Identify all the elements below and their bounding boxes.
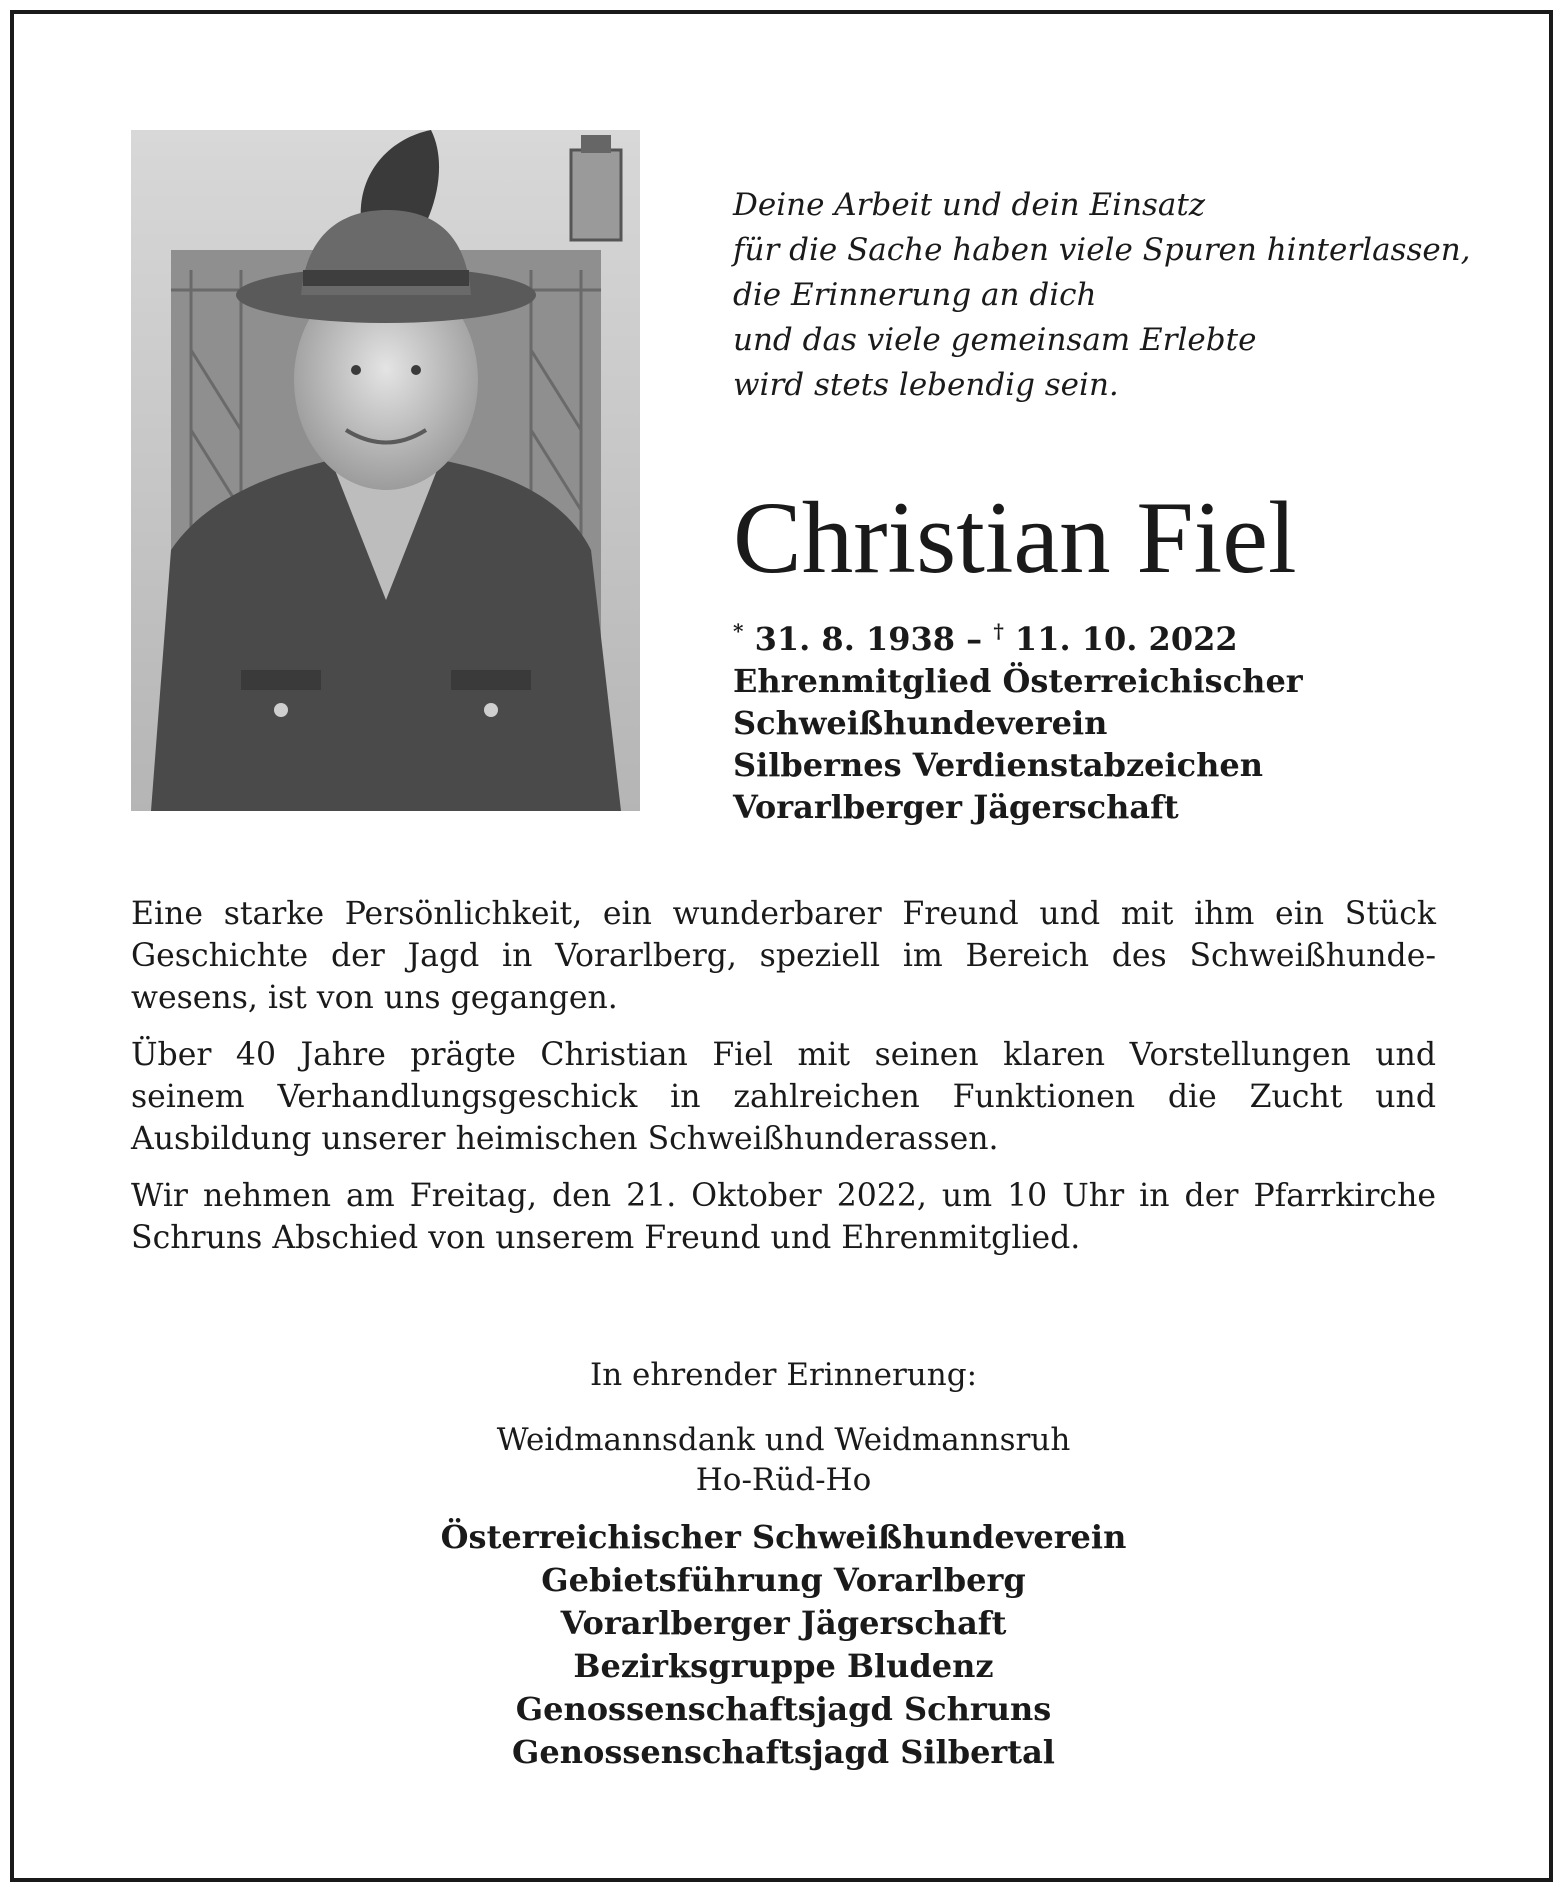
birth-date: 31. 8. 1938 — [754, 620, 956, 658]
verse-line: Deine Arbeit und dein Einsatz — [733, 187, 1206, 223]
text-line: Schruns Abschied von unserem Freund und Ehrenmitglied. — [131, 1220, 1081, 1256]
honor-line: Vorarlberger Jägerschaft — [733, 788, 1179, 826]
verse-line: die Erinnerung an dich — [733, 277, 1097, 313]
obituary-paragraph — [131, 893, 1436, 1019]
organization-name: Gebietsführung Vorarlberg — [541, 1561, 1026, 1599]
honor-line: Schweißhundeverein — [733, 704, 1108, 742]
organization-name: Vorarlberger Jägerschaft — [560, 1604, 1007, 1642]
birth-symbol: * — [733, 619, 744, 643]
text-line: Eine starke Persönlichkeit, ein wunderbarer Freund und mit ihm ein Stück — [131, 896, 1436, 932]
text-line: seinem Verhandlungsgeschick in zahlreichen Funktionen die Zucht und — [131, 1079, 1436, 1115]
deceased-details — [733, 610, 1303, 828]
organization-name: Österreichischer Schweißhundeverein — [440, 1518, 1127, 1556]
death-date: 11. 10. 2022 — [1014, 620, 1238, 658]
text-line: Über 40 Jahre prägte Christian Fiel mit seinen klaren Vorstellungen und — [131, 1037, 1436, 1073]
date-separator: – — [966, 620, 983, 658]
memorial-verse — [733, 183, 1513, 408]
signing-organizations — [300, 1516, 1267, 1774]
obituary-paragraph — [131, 1175, 1436, 1259]
organization-name: Bezirksgruppe Bludenz — [573, 1647, 994, 1685]
closing-intro: In ehrender Erinnerung: — [589, 1357, 978, 1393]
greeting-line: Ho-Rüd-Ho — [695, 1462, 872, 1498]
verse-line: für die Sache haben viele Spuren hinterlassen, — [733, 232, 1471, 268]
closing-section — [300, 1355, 1267, 1774]
life-dates — [733, 610, 1303, 660]
verse-line: und das viele gemeinsam Erlebte — [733, 322, 1257, 358]
text-line: Geschichte der Jagd in Vorarlberg, speziell im Bereich des Schweißhunde- — [131, 938, 1436, 974]
greeting-line: Weidmannsdank und Weidmannsruh — [496, 1422, 1071, 1458]
text-line: Ausbildung unserer heimischen Schweißhunderassen. — [131, 1121, 999, 1157]
obituary-text — [131, 893, 1436, 1274]
text-line: wesens, ist von uns gegangen. — [131, 980, 618, 1016]
honor-line: Ehrenmitglied Österreichischer — [733, 662, 1303, 700]
death-symbol: † — [993, 619, 1004, 643]
honor-line: Silbernes Verdienstabzeichen — [733, 746, 1264, 784]
verse-line: wird stets lebendig sein. — [733, 367, 1119, 403]
obituary-paragraph — [131, 1034, 1436, 1160]
deceased-name: Christian Fiel — [733, 481, 1297, 595]
hunter-greeting — [300, 1420, 1267, 1500]
organization-name: Genossenschaftsjagd Silbertal — [512, 1733, 1055, 1771]
text-line: Wir nehmen am Freitag, den 21. Oktober 2022, um 10 Uhr in der Pfarrkirche — [131, 1178, 1436, 1214]
organization-name: Genossenschaftsjagd Schruns — [515, 1690, 1052, 1728]
portrait-photo — [131, 130, 640, 811]
